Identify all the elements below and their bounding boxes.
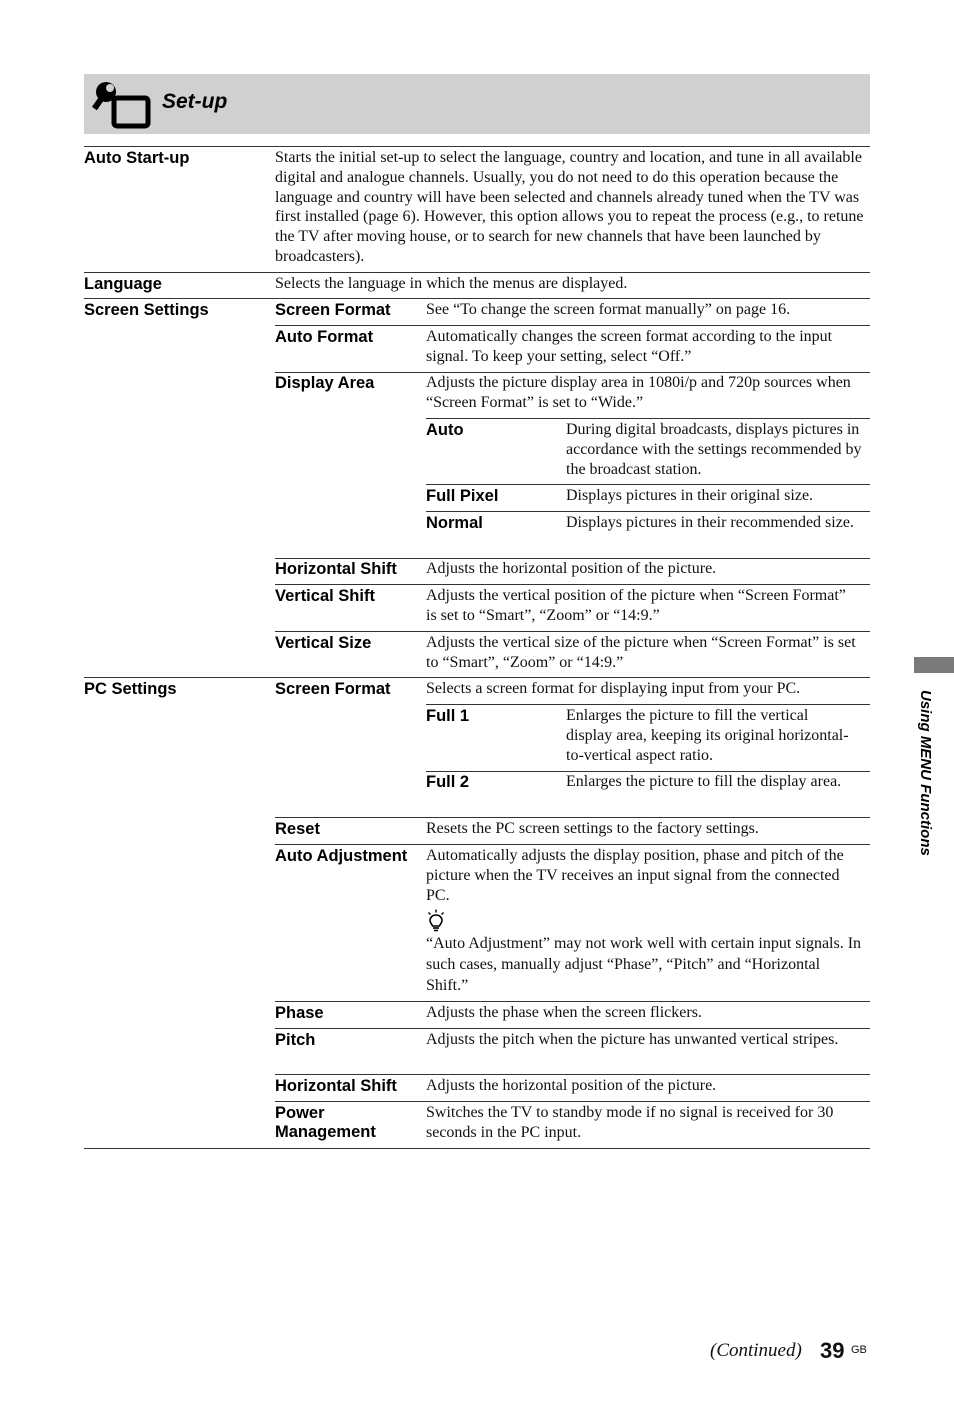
sub-label-vertical-size: Vertical Size bbox=[275, 634, 372, 652]
sub-label-auto-format: Auto Format bbox=[275, 328, 374, 346]
rule bbox=[275, 325, 870, 326]
rule bbox=[426, 511, 870, 512]
item-label-pc-settings: PC Settings bbox=[84, 680, 177, 698]
option-text-auto: During digital broadcasts, displays pictures in accordance with the settings recommended by the broadcast station. bbox=[566, 421, 862, 478]
rule bbox=[84, 677, 870, 678]
sub-label-auto-adjustment: Auto Adjustment bbox=[275, 847, 408, 865]
sub-text-pitch: Adjusts the pitch when the picture has unwanted vertical stripes. bbox=[426, 1031, 839, 1048]
sub-label-pc-horizontal-shift: Horizontal Shift bbox=[275, 1077, 397, 1095]
item-label-screen-settings: Screen Settings bbox=[84, 301, 209, 319]
section-title: Set-up bbox=[162, 90, 228, 113]
rule bbox=[426, 418, 870, 419]
sub-text-phase: Adjusts the phase when the screen flickers. bbox=[426, 1004, 702, 1021]
option-label-auto: Auto bbox=[426, 421, 464, 439]
sub-text-auto-format: Automatically changes the screen format according to the input signal. To keep your setting, select “Off.” bbox=[426, 328, 833, 365]
item-text-auto-startup: Starts the initial set-up to select the language, country and location, and tune in all available digital and analogue channels. Usually, you do not need to do this operation because the language and country will have been selected and channels already tuned when the TV was first installed (page 6). However, this option allows you to repeat the process (e.g., to retune the TV after moving house, or to search for new channels that have been launched by broadcasters). bbox=[275, 149, 864, 265]
rule bbox=[275, 1028, 870, 1029]
rule bbox=[275, 817, 870, 818]
option-text-normal: Displays pictures in their recommended size. bbox=[566, 514, 854, 531]
rule bbox=[84, 298, 870, 299]
sub-text-pc-screen-format: Selects a screen format for displaying input from your PC. bbox=[426, 680, 801, 697]
sub-label-screen-format: Screen Format bbox=[275, 301, 391, 319]
option-label-full1: Full 1 bbox=[426, 707, 470, 725]
rule bbox=[275, 1001, 870, 1002]
rule bbox=[275, 584, 870, 585]
item-label-language: Language bbox=[84, 275, 162, 293]
sub-label-vertical-shift: Vertical Shift bbox=[275, 587, 375, 605]
side-tab-marker bbox=[914, 657, 954, 673]
sub-text-power-management: Switches the TV to standby mode if no signal is received for 30 seconds in the PC input. bbox=[426, 1104, 834, 1141]
sub-text-vertical-size: Adjusts the vertical size of the picture when “Screen Format” is set to “Smart”, “Zoom” or “14:9.” bbox=[426, 634, 856, 671]
rule bbox=[275, 1074, 870, 1075]
sub-label-phase: Phase bbox=[275, 1004, 324, 1022]
wrench-tv-icon bbox=[92, 80, 152, 130]
sub-label-pitch: Pitch bbox=[275, 1031, 316, 1049]
rule bbox=[84, 1148, 870, 1149]
sub-label-horizontal-shift: Horizontal Shift bbox=[275, 560, 397, 578]
item-text-language: Selects the language in which the menus are displayed. bbox=[275, 275, 628, 292]
option-text-full1: Enlarges the picture to fill the vertical display area, keeping its original horizontal-to-vertical aspect ratio. bbox=[566, 707, 849, 764]
sub-text-horizontal-shift: Adjusts the horizontal position of the picture. bbox=[426, 560, 717, 577]
section-header bbox=[84, 74, 870, 134]
option-label-full2: Full 2 bbox=[426, 773, 470, 791]
sub-text-auto-adjustment: Automatically adjusts the display position, phase and pitch of the picture when the TV receives an input signal from the connected PC. bbox=[426, 847, 844, 904]
sub-text-pc-horizontal-shift: Adjusts the horizontal position of the picture. bbox=[426, 1077, 717, 1094]
rule bbox=[275, 631, 870, 632]
continued-label: (Continued) bbox=[710, 1340, 802, 1361]
sub-label-reset: Reset bbox=[275, 820, 320, 838]
sub-label-pc-screen-format: Screen Format bbox=[275, 680, 391, 698]
option-text-full2: Enlarges the picture to fill the display area. bbox=[566, 773, 842, 790]
rule bbox=[426, 704, 870, 705]
rule bbox=[84, 146, 870, 147]
item-label-auto-startup: Auto Start-up bbox=[84, 149, 190, 167]
rule bbox=[275, 1101, 870, 1102]
sub-text-screen-format: See “To change the screen format manually” on page 16. bbox=[426, 301, 791, 318]
rule bbox=[275, 844, 870, 845]
sub-text-reset: Resets the PC screen settings to the factory settings. bbox=[426, 820, 759, 837]
lightbulb-hint-icon bbox=[426, 909, 446, 933]
region-code: GB bbox=[851, 1344, 867, 1356]
page-number: 39 bbox=[820, 1338, 845, 1363]
rule bbox=[84, 272, 870, 273]
sub-label-display-area: Display Area bbox=[275, 374, 375, 392]
sub-label-power-management: Power Management bbox=[275, 1104, 376, 1141]
option-label-full-pixel: Full Pixel bbox=[426, 487, 499, 505]
option-text-full-pixel: Displays pictures in their original size. bbox=[566, 487, 814, 504]
sub-text-vertical-shift: Adjusts the vertical position of the picture when “Screen Format” is set to “Smart”, “Zoom” or “14:9.” bbox=[426, 587, 846, 624]
option-label-normal: Normal bbox=[426, 514, 483, 532]
sub-text-display-area: Adjusts the picture display area in 1080i/p and 720p sources when “Screen Format” is set to “Wide.” bbox=[426, 374, 851, 411]
rule bbox=[426, 484, 870, 485]
side-tab-label: Using MENU Functions bbox=[917, 690, 934, 856]
tip-text-auto-adjustment: “Auto Adjustment” may not work well with certain input signals. In such cases, manually adjust “Phase”, “Pitch” and “Horizontal Shift.” bbox=[426, 935, 862, 994]
